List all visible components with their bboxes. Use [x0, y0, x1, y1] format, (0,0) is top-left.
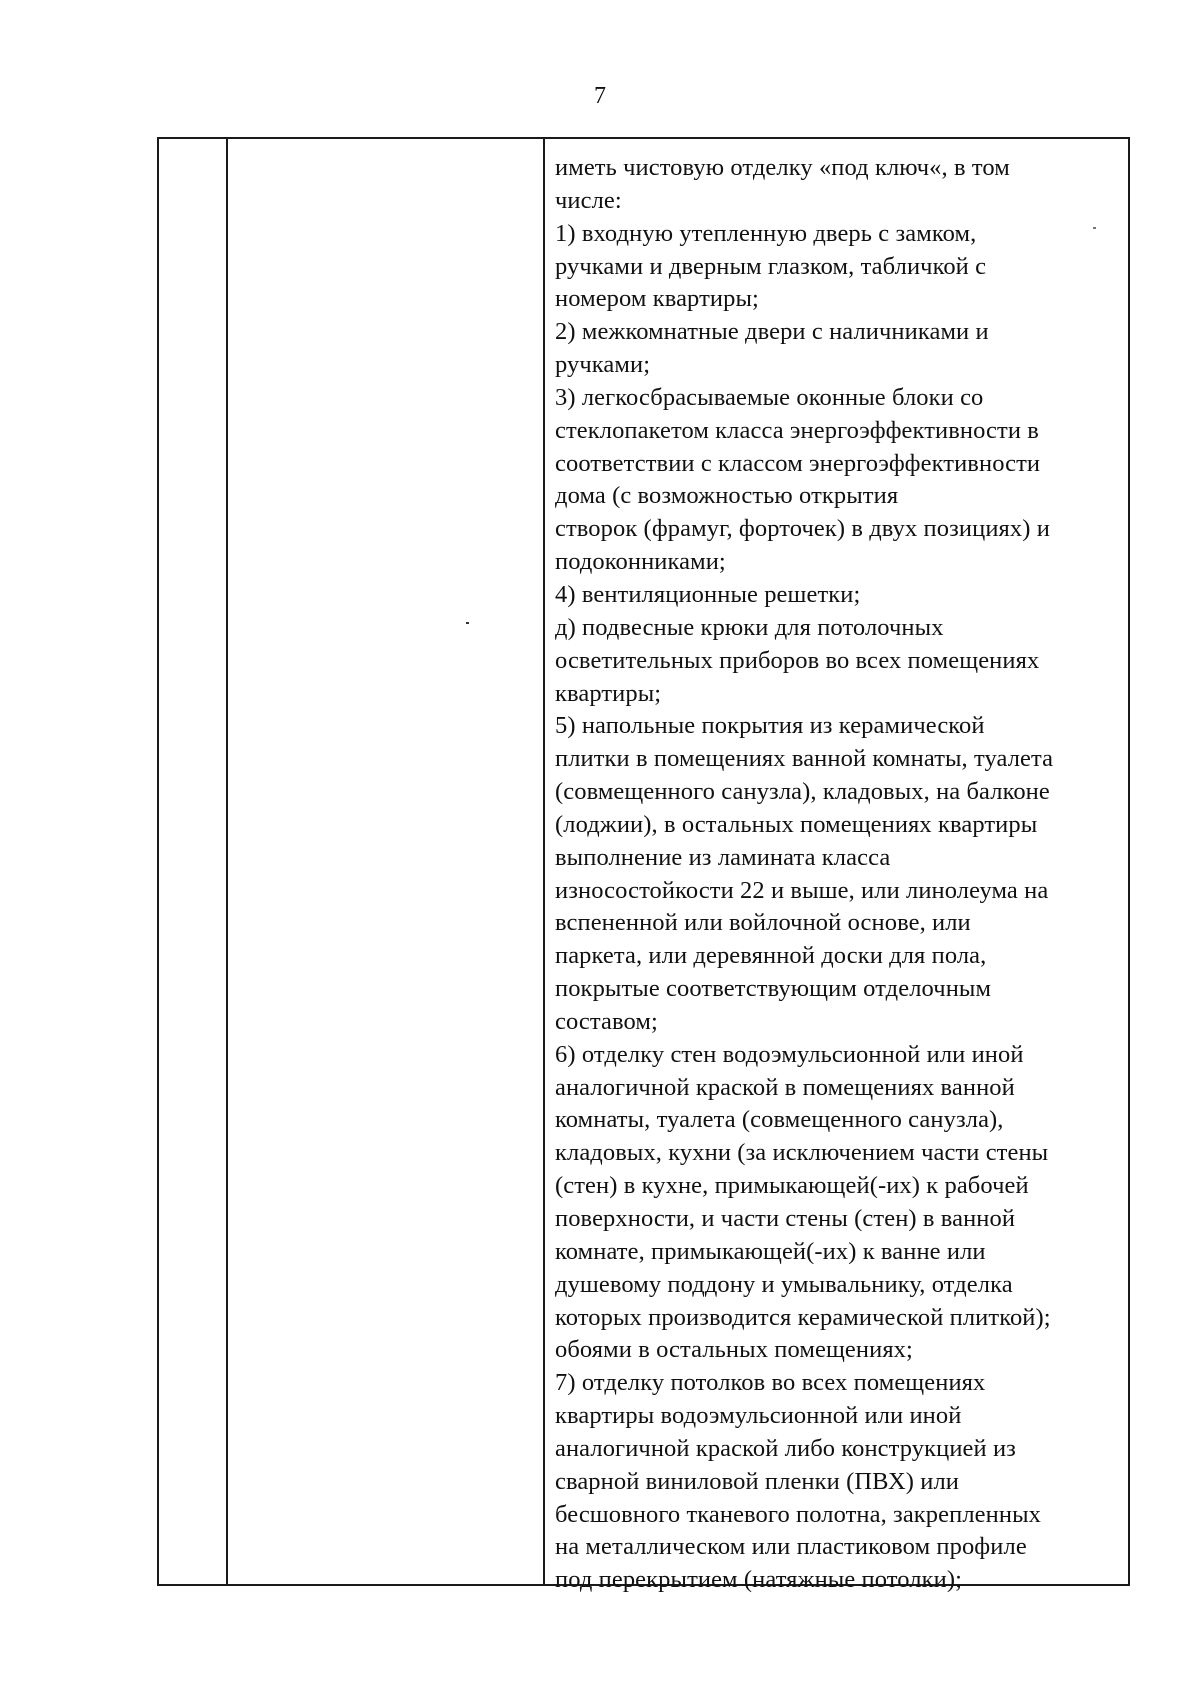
scan-speck — [1093, 227, 1096, 229]
text-line: душевому поддону и умывальнику, отделка — [555, 1270, 1013, 1298]
column-divider-2 — [543, 139, 545, 1584]
text-line: поверхности, и части стены (стен) в ванной — [555, 1205, 1016, 1232]
text-line: номером квартиры; — [555, 285, 759, 313]
text-line: покрытые соответствующим отделочным — [555, 975, 992, 1003]
text-line: вспененной или войлочной основе, или — [555, 909, 971, 937]
text-line: стеклопакетом класса энергоэффективности в — [555, 416, 1039, 444]
text-line: осветительных приборов во всех помещениях — [555, 646, 1040, 674]
text-line: 5) напольные покрытия из керамической — [555, 712, 985, 740]
page-number: 7 — [594, 83, 606, 109]
text-line: створок (фрамуг, форточек) в двух позициях) и — [555, 515, 1050, 543]
text-line: составом; — [555, 1007, 658, 1035]
text-line: 2) межкомнатные двери с наличниками и — [555, 318, 989, 346]
text-line: квартиры водоэмульсионной или иной — [555, 1402, 962, 1430]
text-line: дома (с возможностью открытия — [555, 482, 899, 510]
text-line: комнате, примыкающей(-их) к ванне или — [555, 1237, 986, 1265]
text-line: (совмещенного санузла), кладовых, на балконе — [555, 778, 1050, 806]
text-line: сварной виниловой пленки (ПВХ) или — [555, 1467, 959, 1495]
text-line: (лоджии), в остальных помещениях квартиры — [555, 810, 1038, 838]
text-line: числе: — [555, 186, 622, 214]
text-line: ручками и дверным глазком, табличкой с — [555, 252, 987, 280]
text-line: аналогичной краской либо конструкцией из — [555, 1434, 1016, 1462]
text-line: на металлическом или пластиковом профиле — [555, 1533, 1027, 1561]
text-line: которых производится керамической плиткой); — [555, 1303, 1051, 1331]
requirements-cell-text — [555, 152, 1123, 1597]
text-line: иметь чистовую отделку «под ключ«, в том — [555, 154, 1010, 181]
text-line: плитки в помещениях ванной комнаты, туалета — [555, 745, 1054, 773]
text-line: комнаты, туалета (совмещенного санузла), — [555, 1106, 1004, 1134]
text-line: под перекрытием (натяжные потолки); — [555, 1566, 963, 1594]
column-divider-1 — [226, 139, 228, 1584]
text-line: соответствии с классом энергоэффективности — [555, 449, 1041, 477]
text-line: 4) вентиляционные решетки; — [555, 580, 861, 608]
scan-speck — [466, 622, 469, 624]
text-line: ручками; — [555, 351, 651, 379]
text-line: д) подвесные крюки для потолочных — [555, 613, 944, 641]
text-line: (стен) в кухне, примыкающей(-их) к рабочей — [555, 1172, 1029, 1200]
text-line: кладовых, кухни (за исключением части стены — [555, 1139, 1049, 1167]
text-line: 1) входную утепленную дверь с замком, — [555, 219, 977, 247]
text-line: аналогичной краской в помещениях ванной — [555, 1073, 1015, 1101]
text-line: выполнение из ламината класса — [555, 843, 891, 871]
text-line: подоконниками; — [555, 548, 726, 576]
text-line: 7) отделку потолков во всех помещениях — [555, 1369, 986, 1397]
text-line: 3) легкосбрасываемые оконные блоки со — [555, 383, 984, 411]
text-line: износостойкости 22 и выше, или линолеума на — [555, 876, 1049, 904]
text-line: паркета, или деревянной доски для пола, — [555, 942, 987, 970]
text-line: 6) отделку стен водоэмульсионной или иной — [555, 1040, 1024, 1068]
text-line: бесшовного тканевого полотна, закрепленных — [555, 1500, 1041, 1528]
text-line: квартиры; — [555, 679, 662, 707]
text-line: обоями в остальных помещениях; — [555, 1336, 913, 1364]
requirements-table — [157, 137, 1130, 1594]
